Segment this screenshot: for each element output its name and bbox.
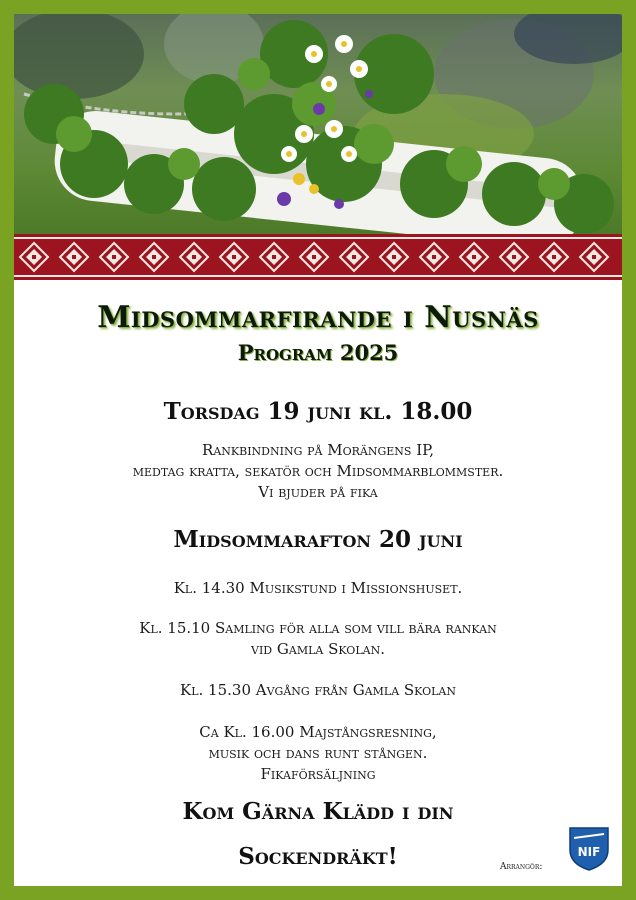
- schedule-line: Ca Kl. 16.00 Majstångsresning,: [199, 723, 437, 741]
- poster-subtitle: Program 2025: [237, 340, 399, 365]
- schedule-line: Kl. 15.10 Samling för alla som vill bära rankan: [139, 619, 497, 637]
- schedule-line: musik och dans runt stången.: [208, 744, 428, 762]
- thursday-line: Rankbindning på Morängens IP,: [202, 441, 434, 459]
- svg-text:NIF: NIF: [577, 845, 601, 859]
- poster-title: Midsommarfirande i Nusnäs: [97, 300, 539, 335]
- schedule-line: Kl. 14.30 Musikstund i Missionshuset.: [173, 579, 463, 597]
- schedule-line: vid Gamla Skolan.: [251, 640, 385, 658]
- schedule-line: Kl. 15.30 Avgång från Gamla Skolan: [180, 681, 456, 699]
- thursday-line: Vi bjuder på fika: [258, 483, 378, 501]
- schedule-line: Fikaförsäljning: [260, 765, 376, 783]
- thursday-line: medtag kratta, sekatör och Midsommarblommster.: [132, 462, 504, 480]
- nif-logo: [566, 824, 612, 876]
- poster: [14, 14, 622, 886]
- folk-pattern-band: [14, 234, 622, 280]
- maypole-photo: [14, 14, 622, 234]
- closing-line: Kom Gärna Klädd i din: [182, 798, 454, 825]
- organizer-label: Arrangör:: [500, 862, 543, 872]
- day-heading-midsummer-eve: Midsommarafton 20 juni: [173, 526, 463, 553]
- closing-line: Sockendräkt!: [238, 843, 398, 870]
- program-content: [14, 280, 622, 886]
- day-heading-thursday: Torsdag 19 juni kl. 18.00: [163, 398, 473, 425]
